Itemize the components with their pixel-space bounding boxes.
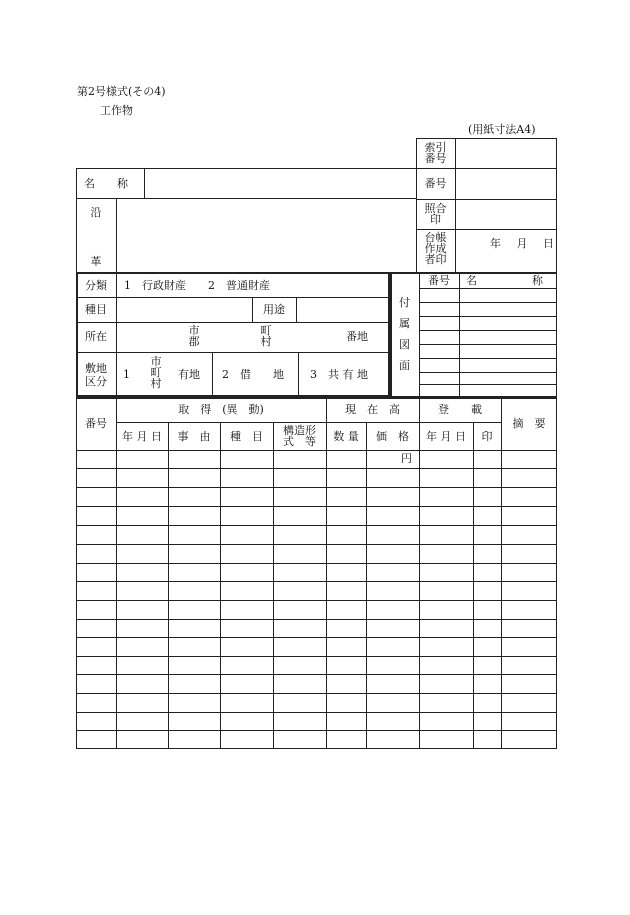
land-option-1: 1 [123, 368, 130, 381]
classification-label: 分類 [85, 279, 107, 292]
paper-size-note: (用紙寸法A4) [468, 123, 536, 136]
lot-number-label: 番地 [346, 330, 368, 343]
classification-values: 1 行政財産 2 普通財産 [124, 279, 270, 292]
index-number-label: 索引 番号 [424, 141, 447, 165]
sub-seal-header: 印 [481, 430, 493, 443]
location-label: 所在 [85, 330, 107, 343]
col-number-header: 番号 [85, 417, 107, 430]
town-village: 町 村 [260, 324, 272, 348]
form-number: 第2号様式(その4) [77, 85, 166, 98]
sub-price-header: 価 格 [376, 430, 409, 443]
land-city-town-village: 市 町 村 [150, 355, 162, 390]
ledger-creator-seal-label: 台帳 作成 者印 [424, 231, 447, 266]
sub-reason-header: 事 由 [177, 430, 211, 443]
sub-type-header: 種 目 [230, 430, 263, 443]
name-label: 名 称 [84, 177, 128, 190]
sub-reg-date-header: 年 月 日 [426, 430, 466, 443]
attached-drawings-label: 付 属 図 面 [399, 296, 410, 372]
history-label-bottom: 革 [90, 255, 102, 268]
use-label: 用途 [263, 303, 285, 316]
col-registration-header: 登 載 [438, 403, 482, 416]
land-option-2: 2 借 地 [222, 368, 284, 381]
history-label-top: 沿 [90, 206, 102, 219]
attached-col-name: 名 称 [466, 274, 543, 287]
sub-structure-header: 構造形 式 等 [283, 424, 316, 448]
land-class-label: 敷地 区分 [85, 362, 107, 388]
sub-qty-header: 数 量 [333, 430, 359, 443]
land-owned-label: 有地 [178, 368, 200, 381]
col-remarks-header: 摘 要 [512, 417, 546, 430]
number-label: 番号 [424, 177, 447, 190]
col-acquisition-header: 取 得 (異 動) [178, 403, 264, 416]
attached-col-number: 番号 [428, 274, 450, 287]
form-title: 工作物 [100, 104, 133, 117]
city-gun: 市 郡 [188, 324, 200, 348]
col-current-header: 現 在 高 [345, 403, 400, 416]
land-option-3: 3 共 有 地 [310, 368, 368, 381]
seal-check-label: 照合 印 [424, 202, 447, 226]
price-unit-yen: 円 [401, 452, 412, 465]
sub-date-header: 年 月 日 [122, 430, 162, 443]
ledger-date: 年 月 日 [490, 237, 554, 250]
type-label: 種目 [85, 303, 107, 316]
